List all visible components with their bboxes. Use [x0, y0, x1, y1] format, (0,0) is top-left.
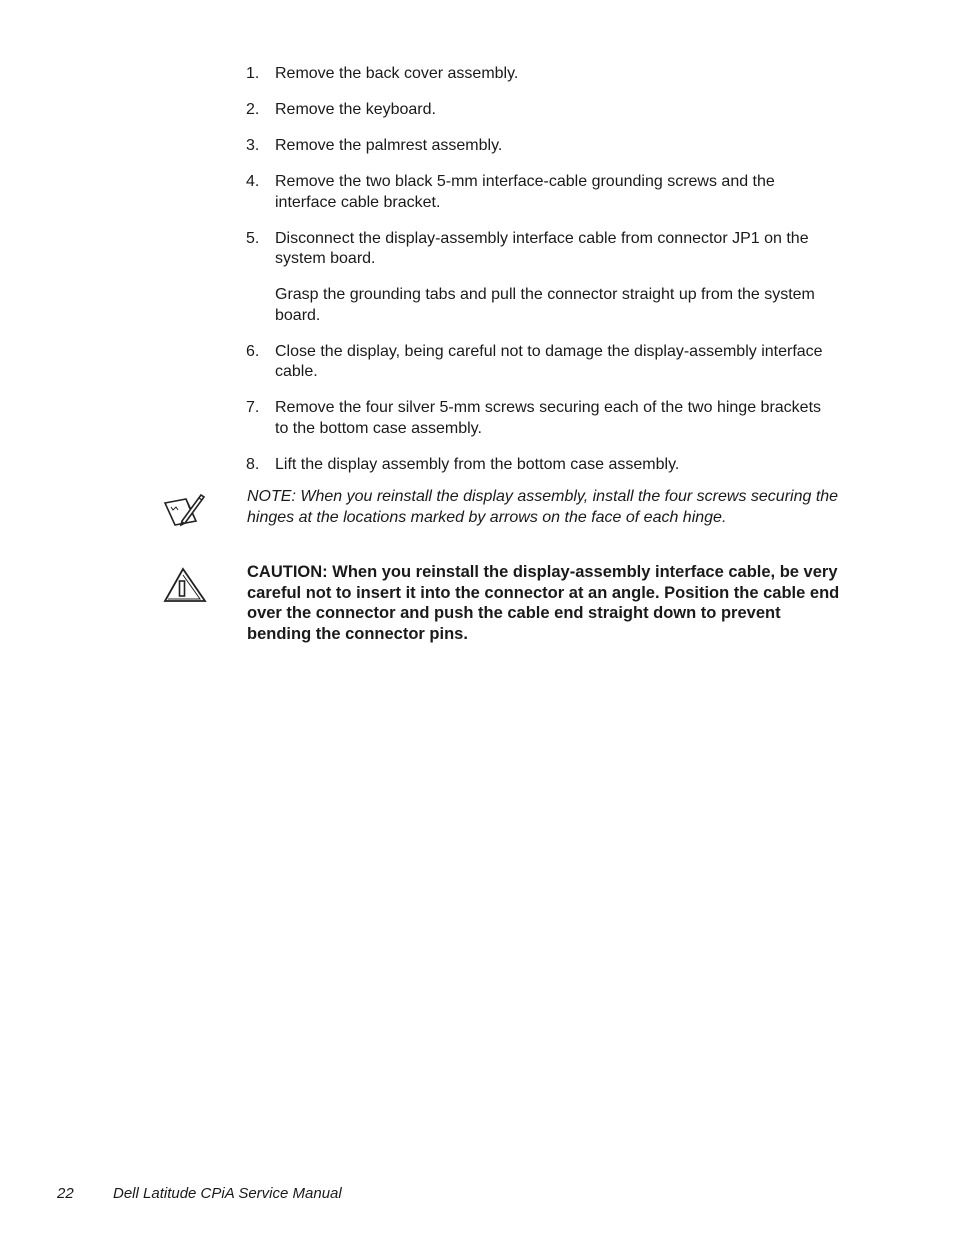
step-number: 4.: [246, 173, 260, 190]
step-item: [246, 398, 836, 439]
step-text: Remove the four silver 5-mm screws securing each of the two hinge brackets to the bottom case assembly.: [275, 399, 822, 437]
step-item: [246, 64, 836, 85]
caution-text: CAUTION: When you reinstall the display-assembly interface cable, be very careful not to insert it into the connector at an angle. Position the cable end over the connector and push the cable end straight down to prevent bending the connector pins.: [247, 563, 840, 643]
step-text: Remove the back cover assembly.: [275, 65, 519, 82]
step-text: Disconnect the display-assembly interface cable from connector JP1 on the system board.: [275, 229, 809, 267]
step-subtext: Grasp the grounding tabs and pull the connector straight up from the system board.: [275, 286, 815, 324]
step-text: Remove the two black 5-mm interface-cable grounding screws and the interface cable bracket.: [275, 173, 775, 211]
page-number: 22: [57, 1185, 74, 1202]
step-number: 8.: [246, 455, 260, 473]
caution-triangle-icon: [162, 566, 208, 606]
step-number: 1.: [246, 65, 260, 82]
step-number: 2.: [246, 101, 260, 118]
step-number: 3.: [246, 137, 260, 154]
step-number: 5.: [246, 229, 260, 247]
document-title: Dell Latitude CPiA Service Manual: [113, 1185, 342, 1202]
step-item: [246, 100, 836, 121]
step-text: Remove the keyboard.: [275, 101, 436, 118]
step-item: [246, 342, 836, 383]
note-pencil-icon: [162, 490, 208, 530]
procedure-steps: [246, 64, 836, 491]
step-item: [246, 172, 836, 213]
step-item: [246, 455, 836, 476]
page-footer: [57, 1184, 342, 1204]
note-text: NOTE: When you reinstall the display assembly, install the four screws securing the hinges at the locations marked by arrows on the face of each hinge.: [247, 488, 839, 526]
step-item: [246, 136, 836, 157]
step-text: Lift the display assembly from the bottom case assembly.: [275, 455, 680, 473]
step-number: 6.: [246, 342, 260, 360]
step-item: [246, 229, 836, 327]
step-text: Remove the palmrest assembly.: [275, 137, 503, 154]
step-text: Close the display, being careful not to damage the display-assembly interface cable.: [275, 342, 823, 380]
step-number: 7.: [246, 399, 260, 416]
